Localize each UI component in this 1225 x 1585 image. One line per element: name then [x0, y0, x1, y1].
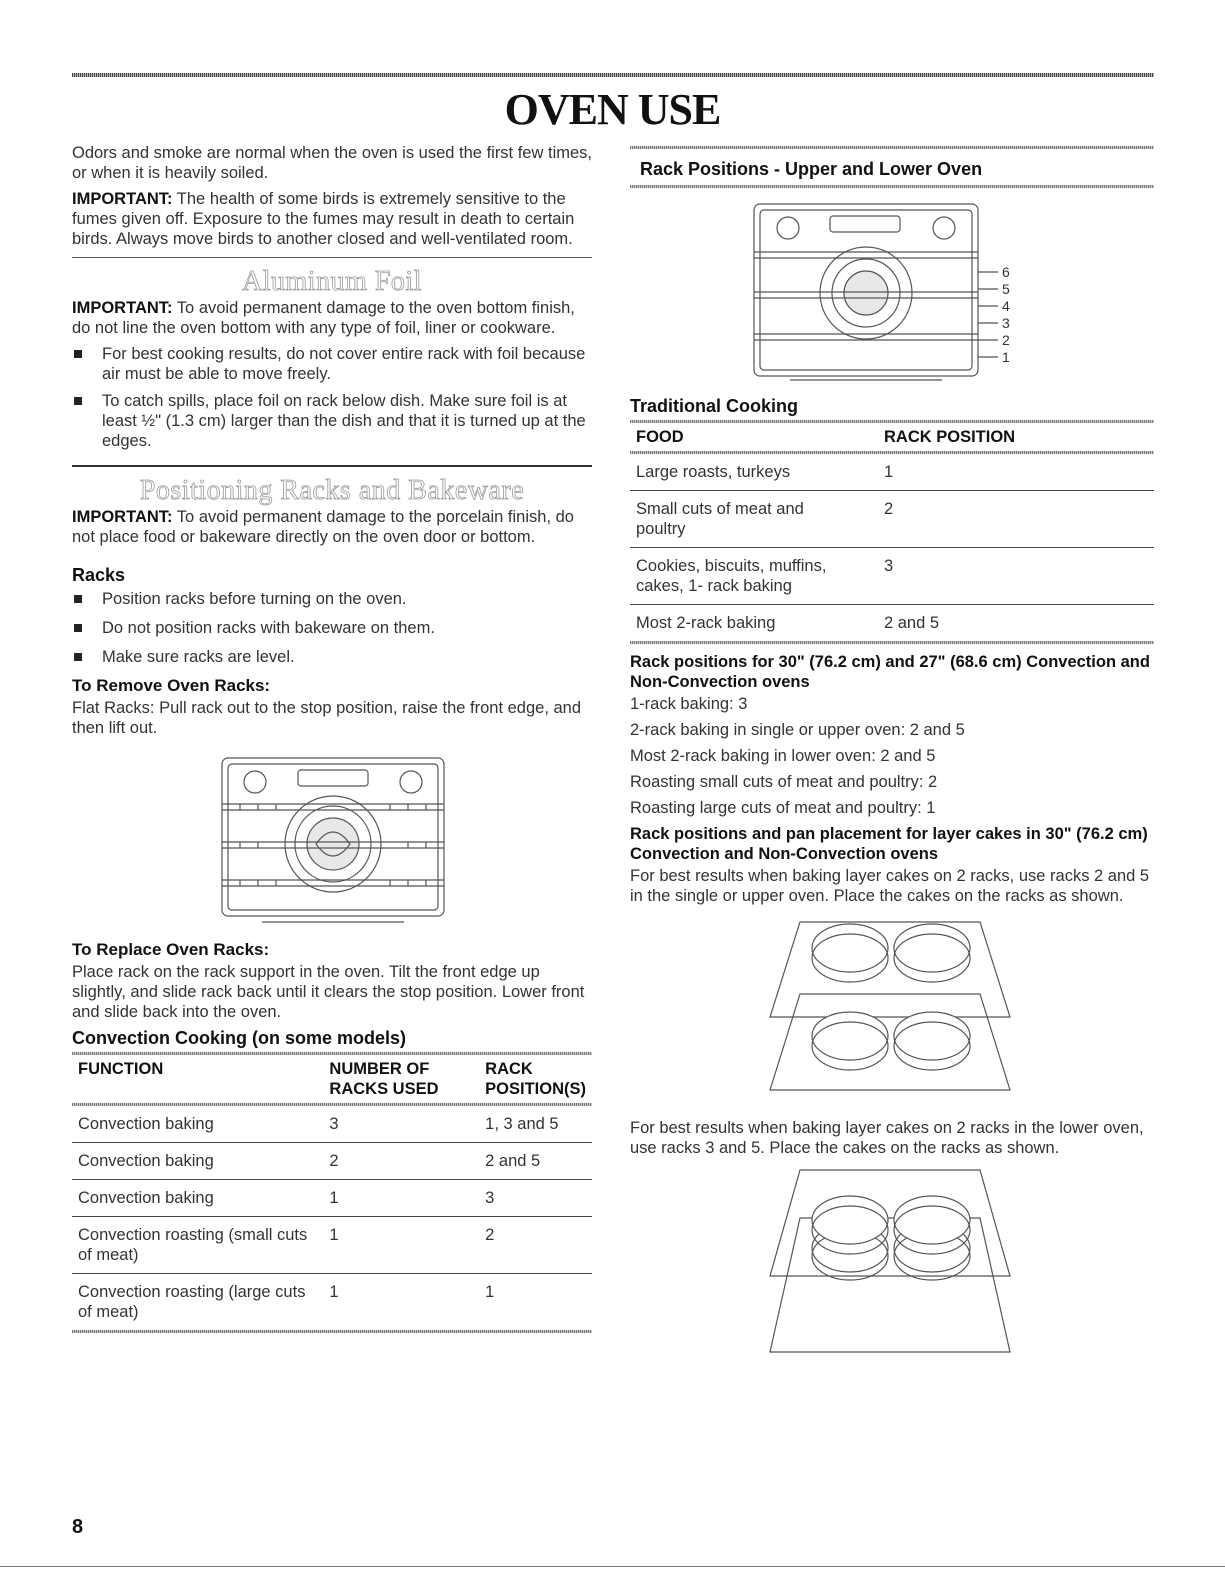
- replace-racks-heading: To Replace Oven Racks:: [72, 940, 270, 959]
- page-number: 8: [72, 1516, 84, 1538]
- column-header: FOOD: [636, 428, 684, 446]
- table-cell: 3: [323, 1106, 479, 1143]
- table-cell: 2 and 5: [884, 614, 940, 632]
- important-text: To avoid permanent damage to the porcelain finish, do not place food or bakeware directly on the oven door or bottom.: [72, 508, 574, 546]
- table-cell: 1: [485, 1283, 495, 1301]
- replace-racks-text: Place rack on the rack support in the oven. Tilt the front edge up slightly, and slide rack back until it clears the stop position. Lower front and slide back into the oven.: [72, 963, 585, 1021]
- table-row: [630, 548, 1154, 605]
- list-item: To catch spills, place foil on rack below dish. Make sure foil is at least ½" (1.3 cm) larger than the dish and that it is turned up at the edges.: [72, 391, 592, 451]
- racks-bullets: [72, 589, 592, 667]
- foil-important: [72, 298, 592, 338]
- table-row: [630, 491, 1154, 548]
- table-cell: Convection roasting (large cuts of meat): [78, 1283, 306, 1321]
- table-cell: 1: [323, 1217, 479, 1274]
- important-label: IMPORTANT:: [72, 508, 173, 526]
- rack-positions-illustration: [630, 188, 1154, 388]
- important-label: IMPORTANT:: [72, 299, 173, 317]
- page-title: OVEN USE: [504, 85, 721, 134]
- convection-table: [72, 1055, 592, 1330]
- oven-racks-illustration: [72, 744, 592, 934]
- table-cell: 3: [479, 1180, 592, 1217]
- important-text: The health of some birds is extremely sensitive to the fumes given off. Exposure to the fumes may result in death to certain birds. Always move birds to another closed and well-ventilated room.: [72, 190, 575, 248]
- lower-oven-cake-placement-illustration: [630, 1164, 1154, 1364]
- table-cell: Convection baking: [72, 1180, 323, 1217]
- remove-racks-text: Flat Racks: Pull rack out to the stop position, raise the front edge, and then lift out.: [72, 699, 582, 737]
- rack-label-3: 3: [1002, 315, 1010, 331]
- rack-label-4: 4: [1002, 298, 1010, 314]
- table-cell: Most 2-rack baking: [636, 614, 776, 632]
- intro-important: [72, 189, 592, 249]
- rack-label-5: 5: [1002, 281, 1010, 297]
- rack-size-line: Roasting small cuts of meat and poultry: 2: [630, 773, 938, 791]
- rack-positions-heading: Rack Positions - Upper and Lower Oven: [640, 159, 983, 179]
- section-top-rule: [630, 146, 1154, 149]
- rack-size-line: 2-rack baking in single or upper oven: 2 and 5: [630, 721, 965, 739]
- convection-heading: Convection Cooking (on some models): [72, 1028, 407, 1048]
- table-cell: Large roasts, turkeys: [630, 454, 878, 491]
- rack-size-line: Most 2-rack baking in lower oven: 2 and 5: [630, 747, 936, 765]
- table-row: [72, 1180, 592, 1217]
- column-header: NUMBER OF RACKS USED: [329, 1060, 439, 1098]
- rack-label-6: 6: [1002, 264, 1010, 280]
- rack-sizes-heading: Rack positions for 30" (76.2 cm) and 27" (68.6 cm) Convection and Non-Convection ovens: [630, 653, 1150, 691]
- section-heading-positioning: Positioning Racks and Bakeware: [139, 475, 525, 506]
- table-cell: 1, 3 and 5: [479, 1106, 592, 1143]
- table-bottom-rule: [630, 641, 1154, 644]
- divider: [72, 465, 592, 467]
- table-row: [630, 454, 1154, 491]
- remove-racks-heading: To Remove Oven Racks:: [72, 676, 271, 695]
- table-cell: 2: [323, 1143, 479, 1180]
- list-item: Do not position racks with bakeware on them.: [72, 618, 592, 638]
- right-column: [630, 146, 1154, 1364]
- list-item: For best cooking results, do not cover entire rack with foil because air must be able to move freely.: [72, 344, 592, 384]
- layer-cakes-lower-text: For best results when baking layer cakes on 2 racks in the lower oven, use racks 3 and 5. Place the cakes on the racks as shown.: [630, 1119, 1144, 1157]
- rack-label-1: 1: [1002, 349, 1010, 365]
- upper-oven-cake-placement-illustration: [630, 912, 1154, 1112]
- important-text: To avoid permanent damage to the oven bottom finish, do not line the oven bottom with any type of foil, liner or cookware.: [72, 299, 575, 337]
- table-cell: Convection baking: [72, 1143, 323, 1180]
- table-cell: Convection roasting (small cuts of meat): [72, 1217, 323, 1274]
- table-cell: 2: [479, 1217, 592, 1274]
- traditional-heading: Traditional Cooking: [630, 396, 799, 416]
- table-cell: 3: [878, 548, 1154, 605]
- list-item: Position racks before turning on the oven.: [72, 589, 592, 609]
- racks-heading: Racks: [72, 565, 126, 585]
- table-row: [72, 1217, 592, 1274]
- layer-cakes-upper-text: For best results when baking layer cakes on 2 racks, use racks 2 and 5 in the single or upper oven. Place the cakes on the racks as shown.: [630, 867, 1150, 905]
- column-header: FUNCTION: [78, 1060, 164, 1078]
- table-bottom-rule: [72, 1330, 592, 1333]
- table-row: [72, 1106, 592, 1143]
- top-rule: [72, 73, 1154, 77]
- table-cell: 1: [329, 1283, 339, 1301]
- rack-label-2: 2: [1002, 332, 1010, 348]
- list-item: Make sure racks are level.: [72, 647, 592, 667]
- rack-size-line: Roasting large cuts of meat and poultry: 1: [630, 799, 936, 817]
- column-header: RACK POSITION: [884, 428, 1016, 446]
- table-cell: 2: [878, 491, 1154, 548]
- table-cell: Cookies, biscuits, muffins, cakes, 1- rack baking: [630, 548, 878, 605]
- rack-size-line: 1-rack baking: 3: [630, 695, 748, 713]
- intro-text: Odors and smoke are normal when the oven is used the first few times, or when it is heavily soiled.: [72, 144, 592, 182]
- divider: [72, 257, 592, 258]
- table-cell: 1: [323, 1180, 479, 1217]
- important-label: IMPORTANT:: [72, 190, 173, 208]
- table-cell: 1: [878, 454, 1154, 491]
- section-heading-aluminum-foil: Aluminum Foil: [242, 266, 422, 297]
- foil-bullets: [72, 344, 592, 451]
- table-row: [72, 1143, 592, 1180]
- positioning-important: [72, 507, 592, 547]
- table-cell: Small cuts of meat and poultry: [630, 491, 878, 548]
- column-header: RACK POSITION(S): [485, 1060, 586, 1098]
- bottom-rule: [0, 1566, 1225, 1567]
- table-cell: Convection baking: [72, 1106, 323, 1143]
- table-row: [72, 1274, 592, 1331]
- traditional-table: [630, 423, 1154, 641]
- table-cell: 2 and 5: [479, 1143, 592, 1180]
- layer-cakes-heading: Rack positions and pan placement for layer cakes in 30" (76.2 cm) Convection and Non-Convection ovens: [630, 825, 1148, 863]
- left-column: [72, 143, 592, 1333]
- table-row: [630, 605, 1154, 642]
